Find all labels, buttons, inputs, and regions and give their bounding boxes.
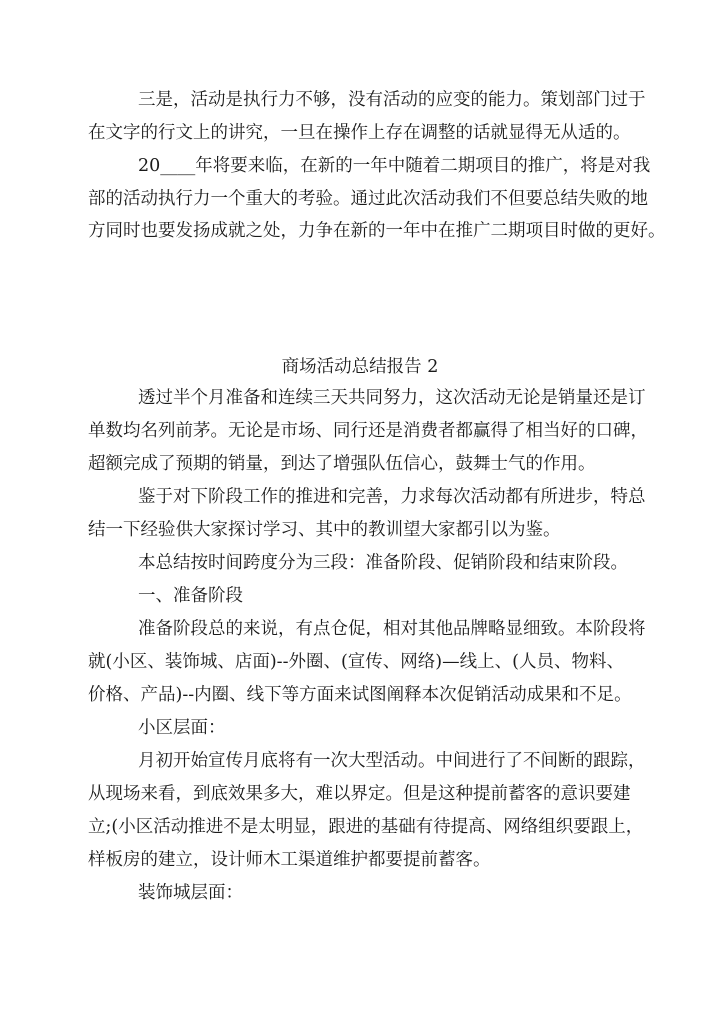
- section-heading: 一、准备阶段: [138, 586, 243, 606]
- paragraph-line: 就(小区、装饰城、店面)--外圈、(宣传、网络)—线上、(人员、物料、: [88, 652, 624, 672]
- paragraph-line: 部的活动执行力一个重大的考验。通过此次活动我们不但要总结失败的地: [88, 189, 648, 209]
- paragraph-line: 单数均名列前茅。无论是市场、同行还是消费者都赢得了相当好的口碑，: [88, 421, 648, 441]
- paragraph-line: 价格、产品)--内圈、线下等方面来试图阐释本次促销活动成果和不足。: [88, 685, 632, 705]
- paragraph-line: 样板房的建立，设计师木工渠道维护都要提前蓄客。: [88, 850, 491, 870]
- paragraph-line: 20____年将要来临，在新的一年中随着二期项目的推广，将是对我: [138, 156, 651, 176]
- paragraph-line: 超额完成了预期的销量，到达了增强队伍信心，鼓舞士气的作用。: [88, 454, 596, 474]
- paragraph-line: 三是，活动是执行力不够，没有活动的应变的能力。策划部门过于: [138, 90, 646, 110]
- paragraph-line: 结一下经验供大家探讨学习、其中的教训望大家都引以为鉴。: [88, 520, 561, 540]
- subsection-heading: 小区层面：: [138, 718, 226, 738]
- paragraph-line: 透过半个月准备和连续三天共同努力，这次活动无论是销量还是订: [138, 388, 646, 408]
- paragraph-line: 鉴于对下阶段工作的推进和完善，力求每次活动都有所进步，特总: [138, 487, 646, 507]
- paragraph-line: 从现场来看，到底效果多大，难以界定。但是这种提前蓄客的意识要建: [88, 784, 631, 804]
- paragraph-line: 准备阶段总的来说，有点仓促，相对其他品牌略显细致。本阶段将: [138, 619, 646, 639]
- paragraph-line: 立;(小区活动推进不是太明显，跟进的基础有待提高、网络组织要跟上，: [88, 817, 644, 837]
- subsection-heading: 装饰城层面：: [138, 883, 243, 903]
- paragraph-line: 方同时也要发扬成就之处，力争在新的一年中在推广二期项目时做的更好。: [88, 221, 666, 241]
- paragraph-line: 在文字的行文上的讲究，一旦在操作上存在调整的话就显得无从适的。: [88, 123, 631, 143]
- paragraph-line: 月初开始宣传月底将有一次大型活动。中间进行了不间断的跟踪，: [138, 751, 646, 771]
- report-title: 商场活动总结报告 2: [281, 357, 439, 377]
- paragraph-line: 本总结按时间跨度分为三段：准备阶段、促销阶段和结束阶段。: [138, 553, 628, 573]
